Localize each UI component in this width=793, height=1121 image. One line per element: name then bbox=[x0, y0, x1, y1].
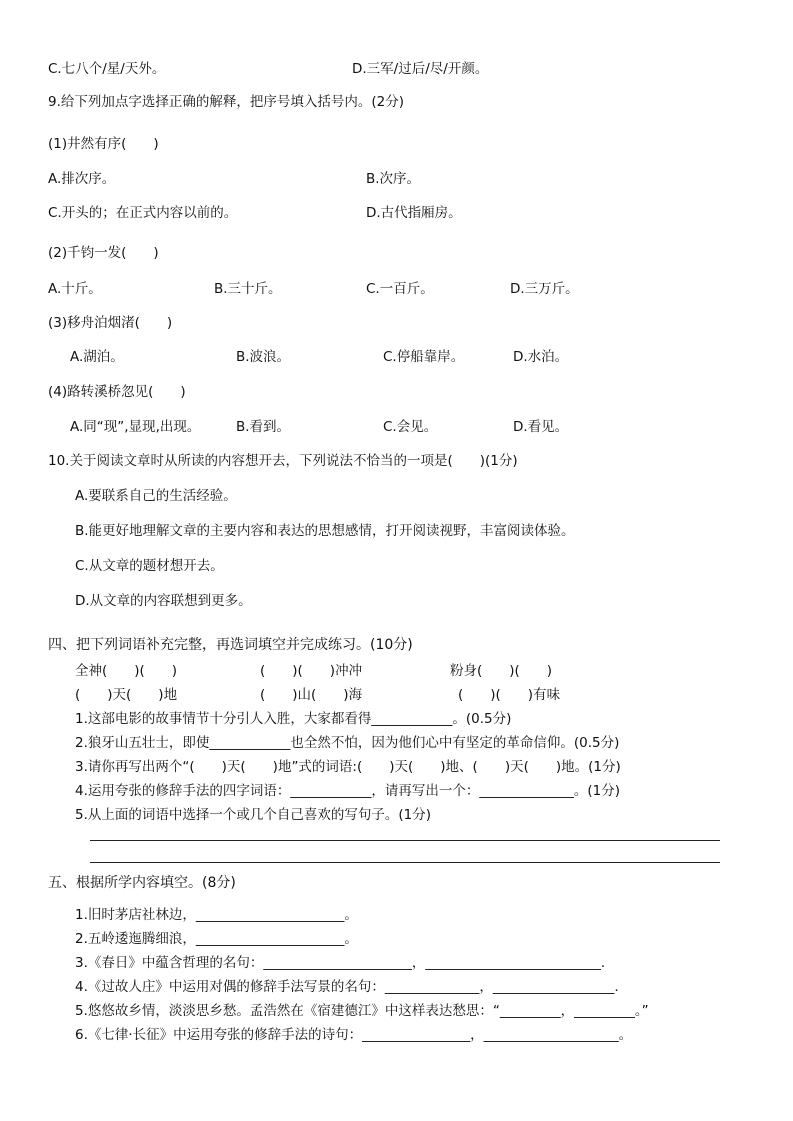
section5-item-6: 6.《七律·长征》中运用夸张的修辞手法的诗句：________________，____________________。 bbox=[75, 1027, 633, 1043]
section4-q5: 5.从上面的词语中选择一个或几个自己喜欢的写句子。(1分) bbox=[75, 807, 432, 823]
q9-item3-option-b: B.波浪。 bbox=[236, 349, 291, 365]
answer-line-2 bbox=[90, 862, 720, 863]
q10-option-c: C.从文章的题材想开去。 bbox=[75, 558, 224, 574]
q9-item1-option-a: A.排次序。 bbox=[48, 171, 116, 187]
q10-option-a: A.要联系自己的生活经验。 bbox=[75, 488, 237, 504]
word-blank-2: ( )( )冲冲 bbox=[260, 663, 363, 679]
q9-item4-option-c: C.会见。 bbox=[383, 419, 438, 435]
section4-q1: 1.这部电影的故事情节十分引人入胜，大家都看得____________。(0.5分) bbox=[75, 711, 512, 727]
answer-line-1 bbox=[90, 840, 720, 841]
section4-q4: 4.运用夸张的修辞手法的四字词语：____________，请再写出一个：______________。(1分) bbox=[75, 783, 621, 799]
q9-item4-option-a: A.同“现”,显现,出现。 bbox=[70, 419, 201, 435]
q9-item3-option-d: D.水泊。 bbox=[513, 349, 569, 365]
section5-item-2: 2.五岭逶迤腾细浪，______________________。 bbox=[75, 931, 358, 947]
q9-item3-stem: (3)移舟泊烟渚( ) bbox=[48, 315, 173, 331]
section4-q2: 2.狼牙山五壮士，即使____________也全然不怕，因为他们心中有坚定的革命信仰。(0.5分) bbox=[75, 735, 620, 751]
word-blank-6: ( )( )有味 bbox=[458, 687, 561, 703]
q9-item3-option-c: C.停船靠岸。 bbox=[383, 349, 465, 365]
q8-option-d: D.三军/过后/尽/开颜。 bbox=[352, 61, 489, 77]
word-blank-4: ( )天( )地 bbox=[75, 687, 178, 703]
section5-title: 五、根据所学内容填空。(8分) bbox=[48, 875, 236, 891]
q10-option-d: D.从文章的内容联想到更多。 bbox=[75, 593, 252, 609]
q9-item4-option-b: B.看到。 bbox=[236, 419, 291, 435]
section4-q3: 3.请你再写出两个“( )天( )地”式的词语:( )天( )地、( )天( )地。(1分) bbox=[75, 759, 621, 775]
section5-item-3: 3.《春日》中蕴含哲理的名句：______________________，__________________________. bbox=[75, 955, 606, 971]
section5-item-4: 4.《过故人庄》中运用对偶的修辞手法写景的名句：______________，__________________. bbox=[75, 979, 619, 995]
q9-item3-option-a: A.湖泊。 bbox=[70, 349, 124, 365]
q9-item2-option-a: A.十斤。 bbox=[48, 281, 102, 297]
q9-item1-option-b: B.次序。 bbox=[366, 171, 421, 187]
section5-item-5: 5.悠悠故乡情，淡淡思乡愁。孟浩然在《宿建德江》中这样表达愁思：“_________，_________。” bbox=[75, 1003, 649, 1019]
word-blank-3: 粉身( )( ) bbox=[450, 663, 553, 679]
q9-title: 9.给下列加点字选择正确的解释，把序号填入括号内。(2分) bbox=[48, 94, 405, 110]
q9-item4-option-d: D.看见。 bbox=[513, 419, 569, 435]
word-blank-1: 全神( )( ) bbox=[75, 663, 178, 679]
q9-item1-option-c: C.开头的；在正式内容以前的。 bbox=[48, 205, 238, 221]
q9-item2-option-c: C.一百斤。 bbox=[366, 281, 434, 297]
q9-item1-stem: (1)井然有序( ) bbox=[48, 136, 159, 152]
q9-item2-option-b: B.三十斤。 bbox=[214, 281, 282, 297]
q8-option-c: C.七八个/星/天外。 bbox=[48, 61, 166, 77]
q10-title: 10.关于阅读文章时从所读的内容想开去，下列说法不恰当的一项是( )(1分) bbox=[48, 453, 518, 469]
section5-item-1: 1.旧时茅店社林边，______________________。 bbox=[75, 907, 358, 923]
section4-title: 四、把下列词语补充完整，再选词填空并完成练习。(10分) bbox=[48, 637, 413, 653]
q9-item2-stem: (2)千钧一发( ) bbox=[48, 245, 159, 261]
word-blank-5: ( )山( )海 bbox=[260, 687, 363, 703]
q10-option-b: B.能更好地理解文章的主要内容和表达的思想感情，打开阅读视野，丰富阅读体验。 bbox=[75, 523, 575, 539]
q9-item2-option-d: D.三万斤。 bbox=[510, 281, 579, 297]
q9-item1-option-d: D.古代指厢房。 bbox=[366, 205, 462, 221]
q9-item4-stem: (4)路转溪桥忽见( ) bbox=[48, 384, 186, 400]
